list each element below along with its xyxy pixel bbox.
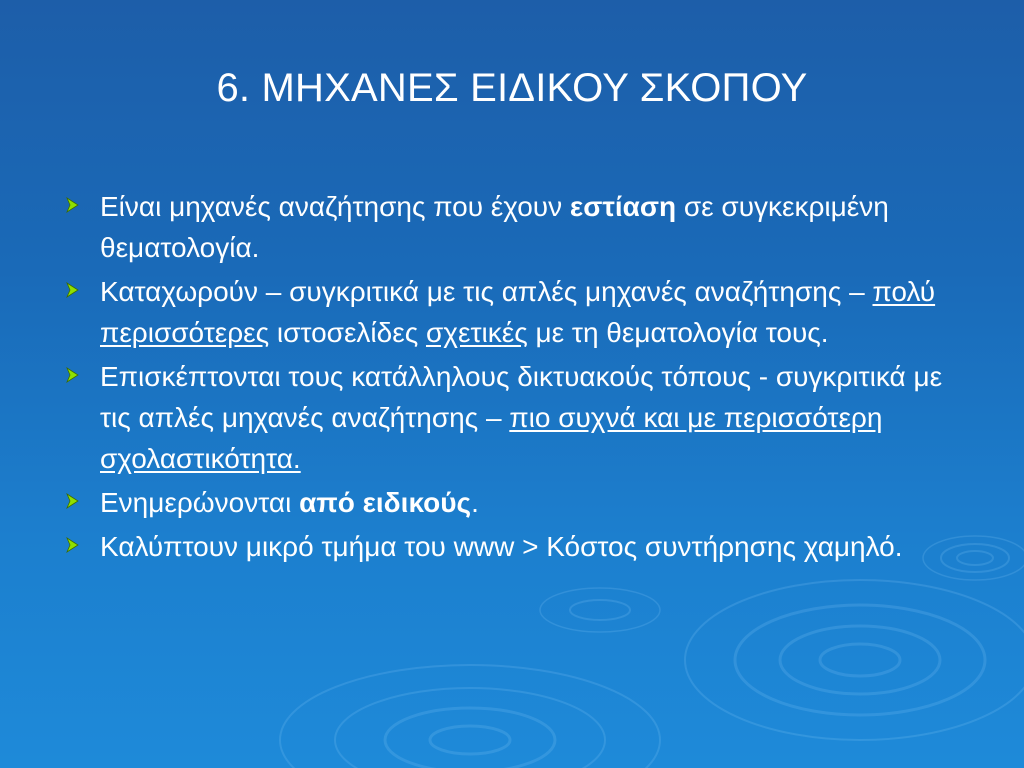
bullet-text-bold: εστίαση (569, 191, 677, 222)
bullet-text-underlined: πολύ περισσότερες (100, 276, 936, 348)
arrow-bullet-icon (64, 197, 80, 213)
bullet-item (64, 526, 964, 567)
bullet-item (64, 271, 964, 353)
bullet-item (64, 356, 964, 479)
slide-title: 6. ΜΗΧΑΝΕΣ ΕΙΔΙΚΟΥ ΣΚΟΠΟΥ (216, 66, 808, 110)
bullet-text-underlined: πιο συχνά και με περισσότερη σχολαστικότητα. (100, 402, 883, 474)
bullet-text-bold: από ειδικούς (299, 487, 472, 518)
bullet-text: με τη θεματολογία τους. (527, 317, 829, 348)
arrow-bullet-icon (64, 537, 80, 553)
bullet-text: Καλύπτουν μικρό τμήμα του www > Κόστος συντήρησης χαμηλό. (100, 531, 903, 562)
bullet-item (64, 186, 964, 268)
bullet-text-underlined: σχετικές (425, 317, 528, 348)
bullet-text: Καταχωρούν – συγκριτικά με τις απλές μηχανές αναζήτησης – (100, 276, 873, 307)
bullet-list (64, 186, 964, 570)
bullet-text: Ενημερώνονται (100, 487, 300, 518)
bullet-item (64, 482, 964, 523)
bullet-text: Επισκέπτονται τους κατάλληλους δικτυακούς τόπους - συγκριτικά με τις απλές μηχανές αναζήτησης – (100, 361, 943, 433)
arrow-bullet-icon (64, 367, 80, 383)
bullet-text: Είναι μηχανές αναζήτησης που έχουν (100, 191, 570, 222)
arrow-bullet-icon (64, 493, 80, 509)
bullet-text: σε συγκεκριμένη θεματολογία. (100, 191, 889, 263)
arrow-bullet-icon (64, 282, 80, 298)
bullet-text: . (471, 487, 479, 518)
bullet-text: ιστοσελίδες (269, 317, 426, 348)
